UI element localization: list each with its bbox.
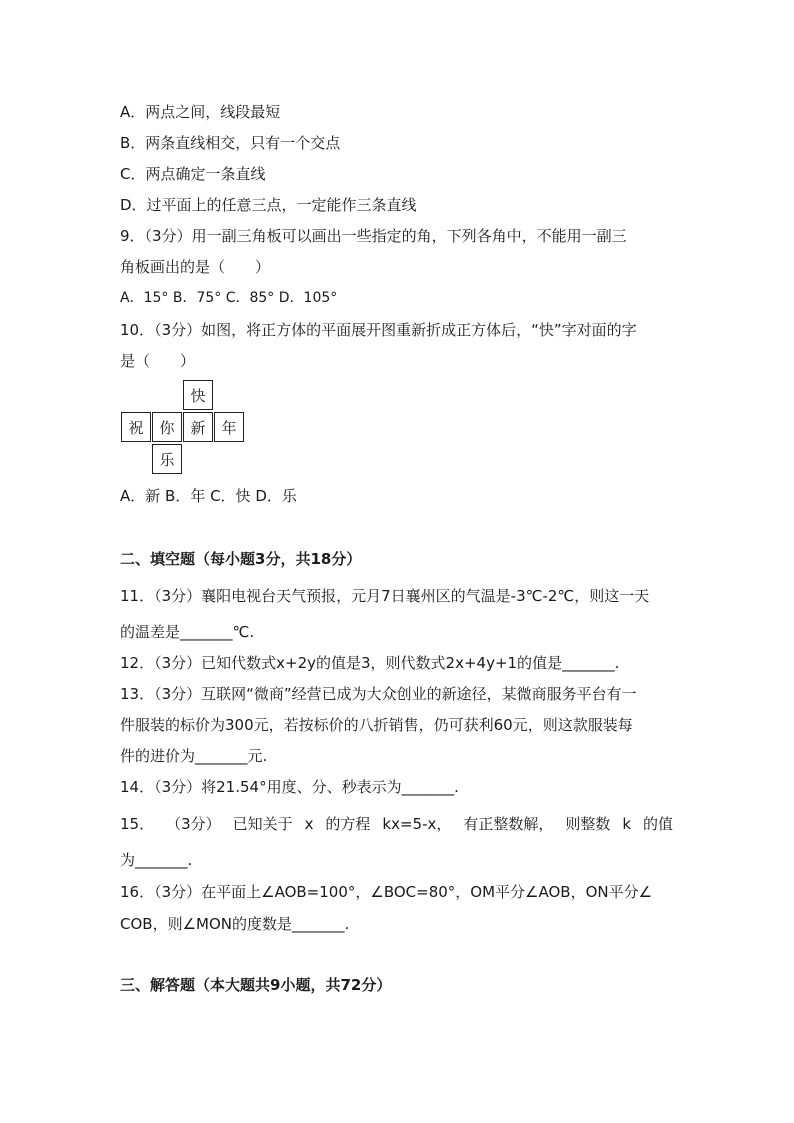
cube-net-figure <box>121 380 245 476</box>
question-13-text-line1: 13．（3分）互联网“微商”经营已成为大众创业的新途径，某微商服务平台有一 <box>120 685 637 703</box>
option-b: B．两条直线相交，只有一个交点 <box>120 134 341 152</box>
question-16-text-line2: COB，则∠MON的度数是_______. <box>120 915 350 933</box>
question-15-text-line2: 为_______. <box>120 851 193 869</box>
question-10-text-line2: 是（ ） <box>120 352 196 370</box>
question-12-text: 12．（3分）已知代数式x+2y的值是3，则代数式2x+4y+1的值是_______. <box>120 654 620 672</box>
option-d: D．过平面上的任意三点，一定能作三条直线 <box>120 196 417 214</box>
q15-word: x <box>304 815 314 833</box>
section-3-heading: 三、解答题（本大题共9小题，共72分） <box>120 976 392 994</box>
question-15-text-line1 <box>120 814 673 834</box>
q15-word: （3分） <box>166 815 221 833</box>
question-10-options: A．新 B．年 C．快 D．乐 <box>120 487 297 505</box>
section-2-heading: 二、填空题（每小题3分，共18分） <box>120 550 362 568</box>
question-11-text-line1: 11．（3分）襄阳电视台天气预报，元月7日襄州区的气温是-3℃-2℃，则这一天 <box>120 587 650 605</box>
question-9-text-line1: 9．（3分）用一副三角板可以画出一些指定的角，下列各角中，不能用一副三 <box>120 227 627 245</box>
q15-word: 已知关于 <box>232 815 293 833</box>
q15-word: 15． <box>120 815 155 833</box>
question-9-text-line2: 角板画出的是（ ） <box>120 258 271 276</box>
option-c: C．两点确定一条直线 <box>120 165 266 183</box>
q15-word: 有正整数解， <box>463 815 554 833</box>
question-10-text-line1: 10．（3分）如图，将正方体的平面展开图重新折成正方体后，“快”字对面的字 <box>120 321 637 339</box>
net-cell-top: 快 <box>183 380 213 410</box>
question-14-text: 14．（3分）将21.54°用度、分、秒表示为_______. <box>120 778 459 796</box>
q15-word: 的方程 <box>325 815 371 833</box>
question-13-text-line2: 件服装的标价为300元，若按标价的八折销售，仍可获利60元，则这款服装每 <box>120 716 633 734</box>
question-13-text-line3: 件的进价为_______元. <box>120 747 268 765</box>
q15-word: k <box>622 815 631 833</box>
question-9-options: A．15° B．75° C．85° D．105° <box>120 290 338 306</box>
net-cell-row-4: 年 <box>214 412 244 442</box>
q15-word: kx=5-x， <box>382 815 452 833</box>
q15-word: 则整数 <box>565 815 611 833</box>
question-11-text-line2: 的温差是_______℃. <box>120 623 255 641</box>
net-cell-row-3: 新 <box>183 412 213 442</box>
net-cell-row-1: 祝 <box>121 412 151 442</box>
q15-word: 的值 <box>642 815 673 833</box>
net-cell-bottom: 乐 <box>152 444 182 474</box>
question-16-text-line1: 16．（3分）在平面上∠AOB=100°，∠BOC=80°，OM平分∠AOB，ON平分∠ <box>120 883 653 901</box>
option-a: A．两点之间，线段最短 <box>120 103 281 121</box>
net-cell-row-2: 你 <box>152 412 182 442</box>
